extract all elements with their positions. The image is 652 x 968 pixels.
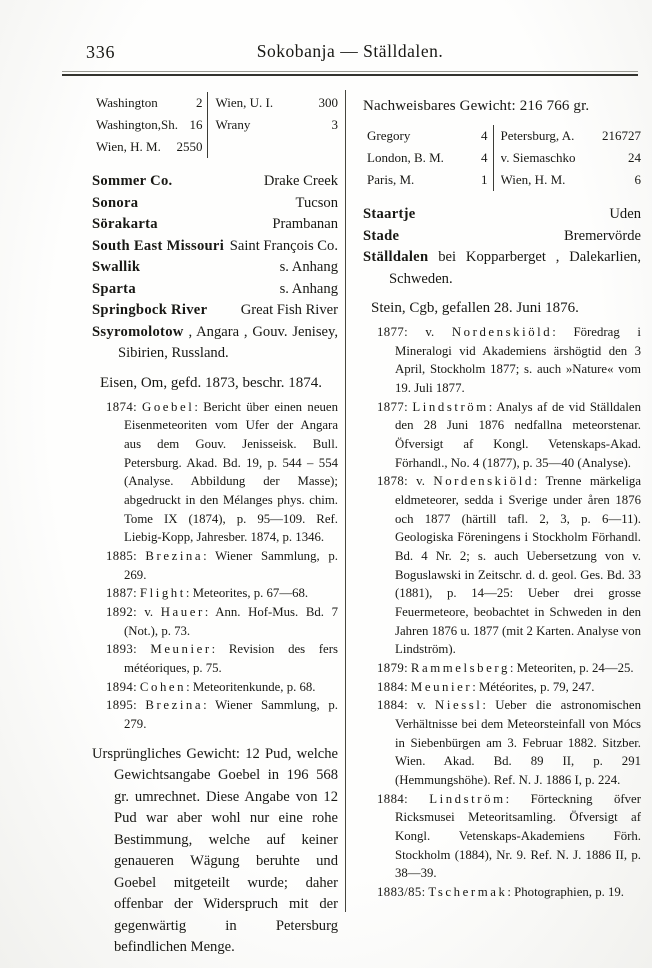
bibliography-year: 1877 bbox=[377, 399, 405, 414]
column-divider bbox=[345, 90, 346, 912]
bibliography-entry: 1892: v. Hauer: Ann. Hof-Mus. Bd. 7 (Not.), p. 73. bbox=[106, 604, 338, 638]
bibliography-entry: 1874: Goebel: Bericht über einen neuen Eisenmeteoriten vom Ufer der Angara aus dem Gouv. Jenisseisk. Bull. Petersburg. Akad. Bd. 19, p. 544 – 554 (Analyse. Abbildung der Masse); abgedruckt in den Mélanges phys. chim. Tome IX (1874), p. 95—109. Ref. Liebig-Kopp, Jahresber. 1874, p. 1346. bbox=[106, 399, 338, 545]
table-left-pair bbox=[96, 136, 207, 158]
collection-name: Wien, U. I. bbox=[215, 95, 274, 110]
locality-term: Sparta bbox=[92, 280, 136, 297]
bibliography-year: 1895 bbox=[106, 698, 134, 713]
table-row bbox=[96, 92, 338, 114]
locality-entry-row bbox=[363, 226, 641, 248]
specimen-count: 216727 bbox=[602, 128, 641, 143]
locality-value: Prambanan bbox=[272, 216, 338, 232]
locality-entry-row bbox=[92, 257, 338, 279]
locality-term: Sörakarta bbox=[92, 216, 158, 232]
table-right-pair bbox=[207, 136, 338, 158]
collection-name: Washington bbox=[96, 95, 158, 110]
right-column bbox=[363, 84, 641, 902]
locality-term: Ställdalen bbox=[363, 249, 429, 265]
classification-line: Eisen, Om, gefd. 1873, beschr. 1874. bbox=[100, 374, 323, 391]
text-columns bbox=[0, 84, 652, 968]
bibliography-entry: 1893: Meunier: Revision des fers météoriques, p. 75. bbox=[106, 642, 338, 675]
bibliography-author: Flight bbox=[139, 586, 186, 601]
table-right-pair bbox=[493, 169, 641, 191]
locality-term: Sonora bbox=[92, 194, 139, 211]
bibliography-year: 1893 bbox=[106, 642, 134, 657]
page-number: 336 bbox=[86, 42, 116, 62]
bibliography-author: Goebel bbox=[142, 399, 195, 414]
bibliography-author: Lindström bbox=[412, 399, 489, 414]
specimen-distribution-table bbox=[363, 125, 641, 191]
bibliography-author: Nordenskiöld bbox=[433, 474, 534, 489]
locality-entry-row bbox=[92, 300, 338, 322]
collection-name: Paris, M. bbox=[367, 172, 415, 187]
bibliography-year: 1884 bbox=[377, 698, 405, 713]
bibliography-author: Cohen bbox=[139, 679, 187, 694]
bibliography-entry: 1894: Cohen: Meteoritenkunde, p. 68. bbox=[106, 679, 316, 694]
bibliography-year: 1884 bbox=[377, 679, 405, 694]
verified-weight-line: Nachweisbares Gewicht: 216 766 gr. bbox=[363, 98, 590, 114]
bibliography-entry: 1887: Flight: Meteorites, p. 67—68. bbox=[106, 586, 309, 601]
table-left-pair bbox=[367, 169, 493, 191]
classification-line: Stein, Cgb, gefallen 28. Juni 1876. bbox=[371, 300, 579, 316]
locality-value: Saint François Co. bbox=[229, 237, 338, 254]
locality-term: Swallik bbox=[92, 259, 141, 275]
locality-term: Ssyromolotow bbox=[92, 323, 184, 340]
specimen-count: 2 bbox=[195, 95, 203, 110]
locality-value: Great Fish River bbox=[240, 302, 338, 318]
locality-term: Stade bbox=[363, 227, 400, 244]
locality-term: Sommer Co. bbox=[92, 173, 173, 189]
specimen-count: 24 bbox=[628, 150, 641, 165]
bibliography-author: Brezina bbox=[145, 698, 204, 713]
bibliography-entry: 1884: Meunier: Météorites, p. 79, 247. bbox=[377, 679, 595, 694]
collection-name: Gregory bbox=[367, 128, 411, 143]
collection-name: London, B. M. bbox=[367, 150, 444, 165]
locality-entry-row bbox=[92, 193, 338, 215]
bibliography-entry: 1877: v. Nordenskiöld: Föredrag i Mineralogi vid Akademiens ärshögtid den 3 April, Stockholm 1877; s. auch »Nature« vom 19. Juli 1877. bbox=[377, 325, 641, 396]
locality-entry-row bbox=[363, 204, 641, 226]
page-header bbox=[62, 40, 638, 66]
bibliography-entry: 1879: Rammelsberg: Meteoriten, p. 24—25. bbox=[377, 661, 634, 676]
collection-name: Wrany bbox=[215, 117, 251, 132]
table-row bbox=[96, 136, 338, 158]
bibliography-entry: 1885: Brezina: Wiener Sammlung, p. 269. bbox=[106, 548, 338, 582]
specimen-count: 4 bbox=[481, 150, 488, 165]
collection-name: Petersburg, A. bbox=[500, 128, 575, 143]
locality-entry-row bbox=[92, 236, 338, 258]
table-row bbox=[367, 125, 641, 147]
bibliography-year: 1884 bbox=[377, 791, 405, 806]
specimen-distribution-table bbox=[92, 92, 338, 158]
bibliography-list bbox=[363, 323, 641, 902]
locality-entry-row bbox=[92, 214, 338, 236]
header-rule-thin bbox=[62, 71, 638, 72]
table-row bbox=[96, 114, 338, 136]
locality-term: Springbock River bbox=[92, 302, 208, 318]
table-right-pair bbox=[493, 147, 641, 169]
running-title: Sokobanja — Ställdalen. bbox=[256, 41, 444, 61]
header-rule-thick bbox=[62, 74, 638, 76]
collection-name: Wien, H. M. bbox=[500, 172, 566, 187]
specimen-count: 6 bbox=[634, 172, 641, 187]
bibliography-entry: 1884: Lindström: Förteckning öfver Ricksmusei Meteoritsamling. Öfversigt af Kongl. Vetenskaps-Akademiens Förh. Stockholm (1884), Nr. 9. Ref. N. J. 1886 II, p. 38—39. bbox=[377, 791, 641, 881]
locality-term: South East Missouri bbox=[92, 237, 225, 254]
bibliography-author: Rammelsberg bbox=[410, 661, 510, 676]
bibliography-author: Niessl bbox=[435, 698, 483, 713]
locality-value: s. Anhang bbox=[279, 280, 338, 297]
table-row bbox=[367, 147, 641, 169]
specimen-count: 3 bbox=[331, 117, 338, 132]
bibliography-entry: 1883/85: Tschermak: Photographien, p. 19. bbox=[377, 885, 624, 900]
left-column bbox=[92, 84, 338, 959]
locality-entry-row bbox=[92, 279, 338, 301]
locality-entry-paragraph: Ställdalen bei Kopparberget , Dalekarlien, Schweden. bbox=[363, 249, 641, 287]
specimen-count: 2550 bbox=[176, 139, 203, 154]
collection-name: v. Siemaschko bbox=[500, 150, 576, 165]
locality-entries bbox=[363, 204, 641, 290]
locality-entries bbox=[92, 171, 338, 365]
bibliography-entry: 1884: v. Niessl: Ueber die astronomischen Verhältnisse bei dem Meteorsteinfall von Mócs in Siebenbürgen am 3. Februar 1882. Sitzber. Wien. Akad. Bd. 89 II, p. 291 (Hemmungshöhe). Ref. N. J. 1886 I, p. 224. bbox=[377, 698, 641, 788]
original-weight-paragraph: Ursprüngliches Gewicht: 12 Pud, welche Gewichtsangabe Goebel in 196 568 gr. umrechnet. Diese Angabe von 12 Pud war aber wohl nur eine rohe Bestimmung, welche auf keiner genaueren Wägung beruhte und Goebel mitgeteilt wurde; daher offenbar der Widerspruch mit der gegenwärtig in Petersburg befindlichen Menge. bbox=[92, 745, 338, 956]
table-left-pair bbox=[96, 114, 207, 136]
bibliography-entry: 1878: v. Nordenskiöld: Trenne märkeliga eldmeteorer, sedda i Sverige under åren 1876 och 1877 (härtill tafl. 2, 3, p. 6—11). Geologiska Föreningens i Stockholm Förhandl. Bd. 4 Nr. 2; s. auch Uebersetzung von v. Boguslawski in Zeitschr. d. d. geol. Ges. Bd. 33 (1881), p. 14—25: Ueber drei grosse Feuermeteore, beobachtet in Schweden in den Jahren 1876 u. 1877 (mit 2 Karten. Analyse von Lindström). bbox=[377, 474, 641, 657]
locality-value: Uden bbox=[609, 206, 641, 222]
bibliography-author: Hauer bbox=[160, 604, 205, 619]
locality-value: s. Anhang bbox=[279, 259, 338, 275]
bibliography-author: Meunier bbox=[150, 642, 212, 657]
bibliography-list bbox=[92, 398, 338, 734]
collection-name: Washington,Sh. bbox=[96, 117, 179, 132]
specimen-count: 16 bbox=[189, 117, 203, 132]
bibliography-author: Lindström bbox=[429, 791, 506, 806]
bibliography-year: 1874 bbox=[106, 399, 134, 414]
bibliography-author: Tschermak bbox=[428, 885, 508, 900]
specimen-count: 300 bbox=[318, 95, 338, 110]
table-row bbox=[367, 169, 641, 191]
locality-term: Staartje bbox=[363, 206, 416, 222]
bibliography-entry: 1895: Brezina: Wiener Sammlung, p. 279. bbox=[106, 698, 338, 731]
table-right-pair bbox=[207, 92, 338, 114]
table-right-pair bbox=[493, 125, 641, 147]
specimen-count: 4 bbox=[481, 128, 488, 143]
locality-entry-paragraph: Ssyromolotow , Angara , Gouv. Jenisey, Sibirien, Russland. bbox=[92, 323, 338, 361]
bibliography-year: 1879 bbox=[377, 661, 405, 676]
table-left-pair bbox=[367, 147, 493, 169]
locality-value: Drake Creek bbox=[263, 173, 338, 189]
header-rule bbox=[62, 71, 638, 76]
specimen-count: 1 bbox=[481, 172, 488, 187]
bibliography-year: 1878 bbox=[377, 474, 405, 489]
table-right-pair bbox=[207, 114, 338, 136]
locality-value: Tucson bbox=[295, 194, 338, 211]
bibliography-entry: 1877: Lindström: Analys af de vid Ställdalen den 28 Juni 1876 nedfallna meteorstenar. Öfversigt af Kongl. Vetenskaps-Akad. Förhandl., No. 4 (1877), p. 35—40 (Analyse). bbox=[377, 399, 641, 470]
collection-name bbox=[215, 136, 334, 158]
bibliography-year: 1883/85 bbox=[377, 885, 422, 900]
bibliography-year: 1887 bbox=[106, 586, 134, 601]
bibliography-author: Brezina bbox=[145, 548, 204, 563]
locality-entry-row bbox=[92, 171, 338, 193]
bibliography-year: 1894 bbox=[106, 679, 134, 694]
table-left-pair bbox=[367, 125, 493, 147]
bibliography-year: 1877 bbox=[377, 325, 405, 339]
bibliography-author: Meunier bbox=[410, 679, 473, 694]
bibliography-author: Nordenskiöld bbox=[451, 325, 553, 339]
collection-name: Wien, H. M. bbox=[96, 139, 161, 154]
locality-value: Bremervörde bbox=[564, 227, 641, 244]
bibliography-year: 1892 bbox=[106, 604, 134, 619]
table-left-pair bbox=[96, 92, 207, 114]
bibliography-year: 1885 bbox=[106, 548, 134, 563]
